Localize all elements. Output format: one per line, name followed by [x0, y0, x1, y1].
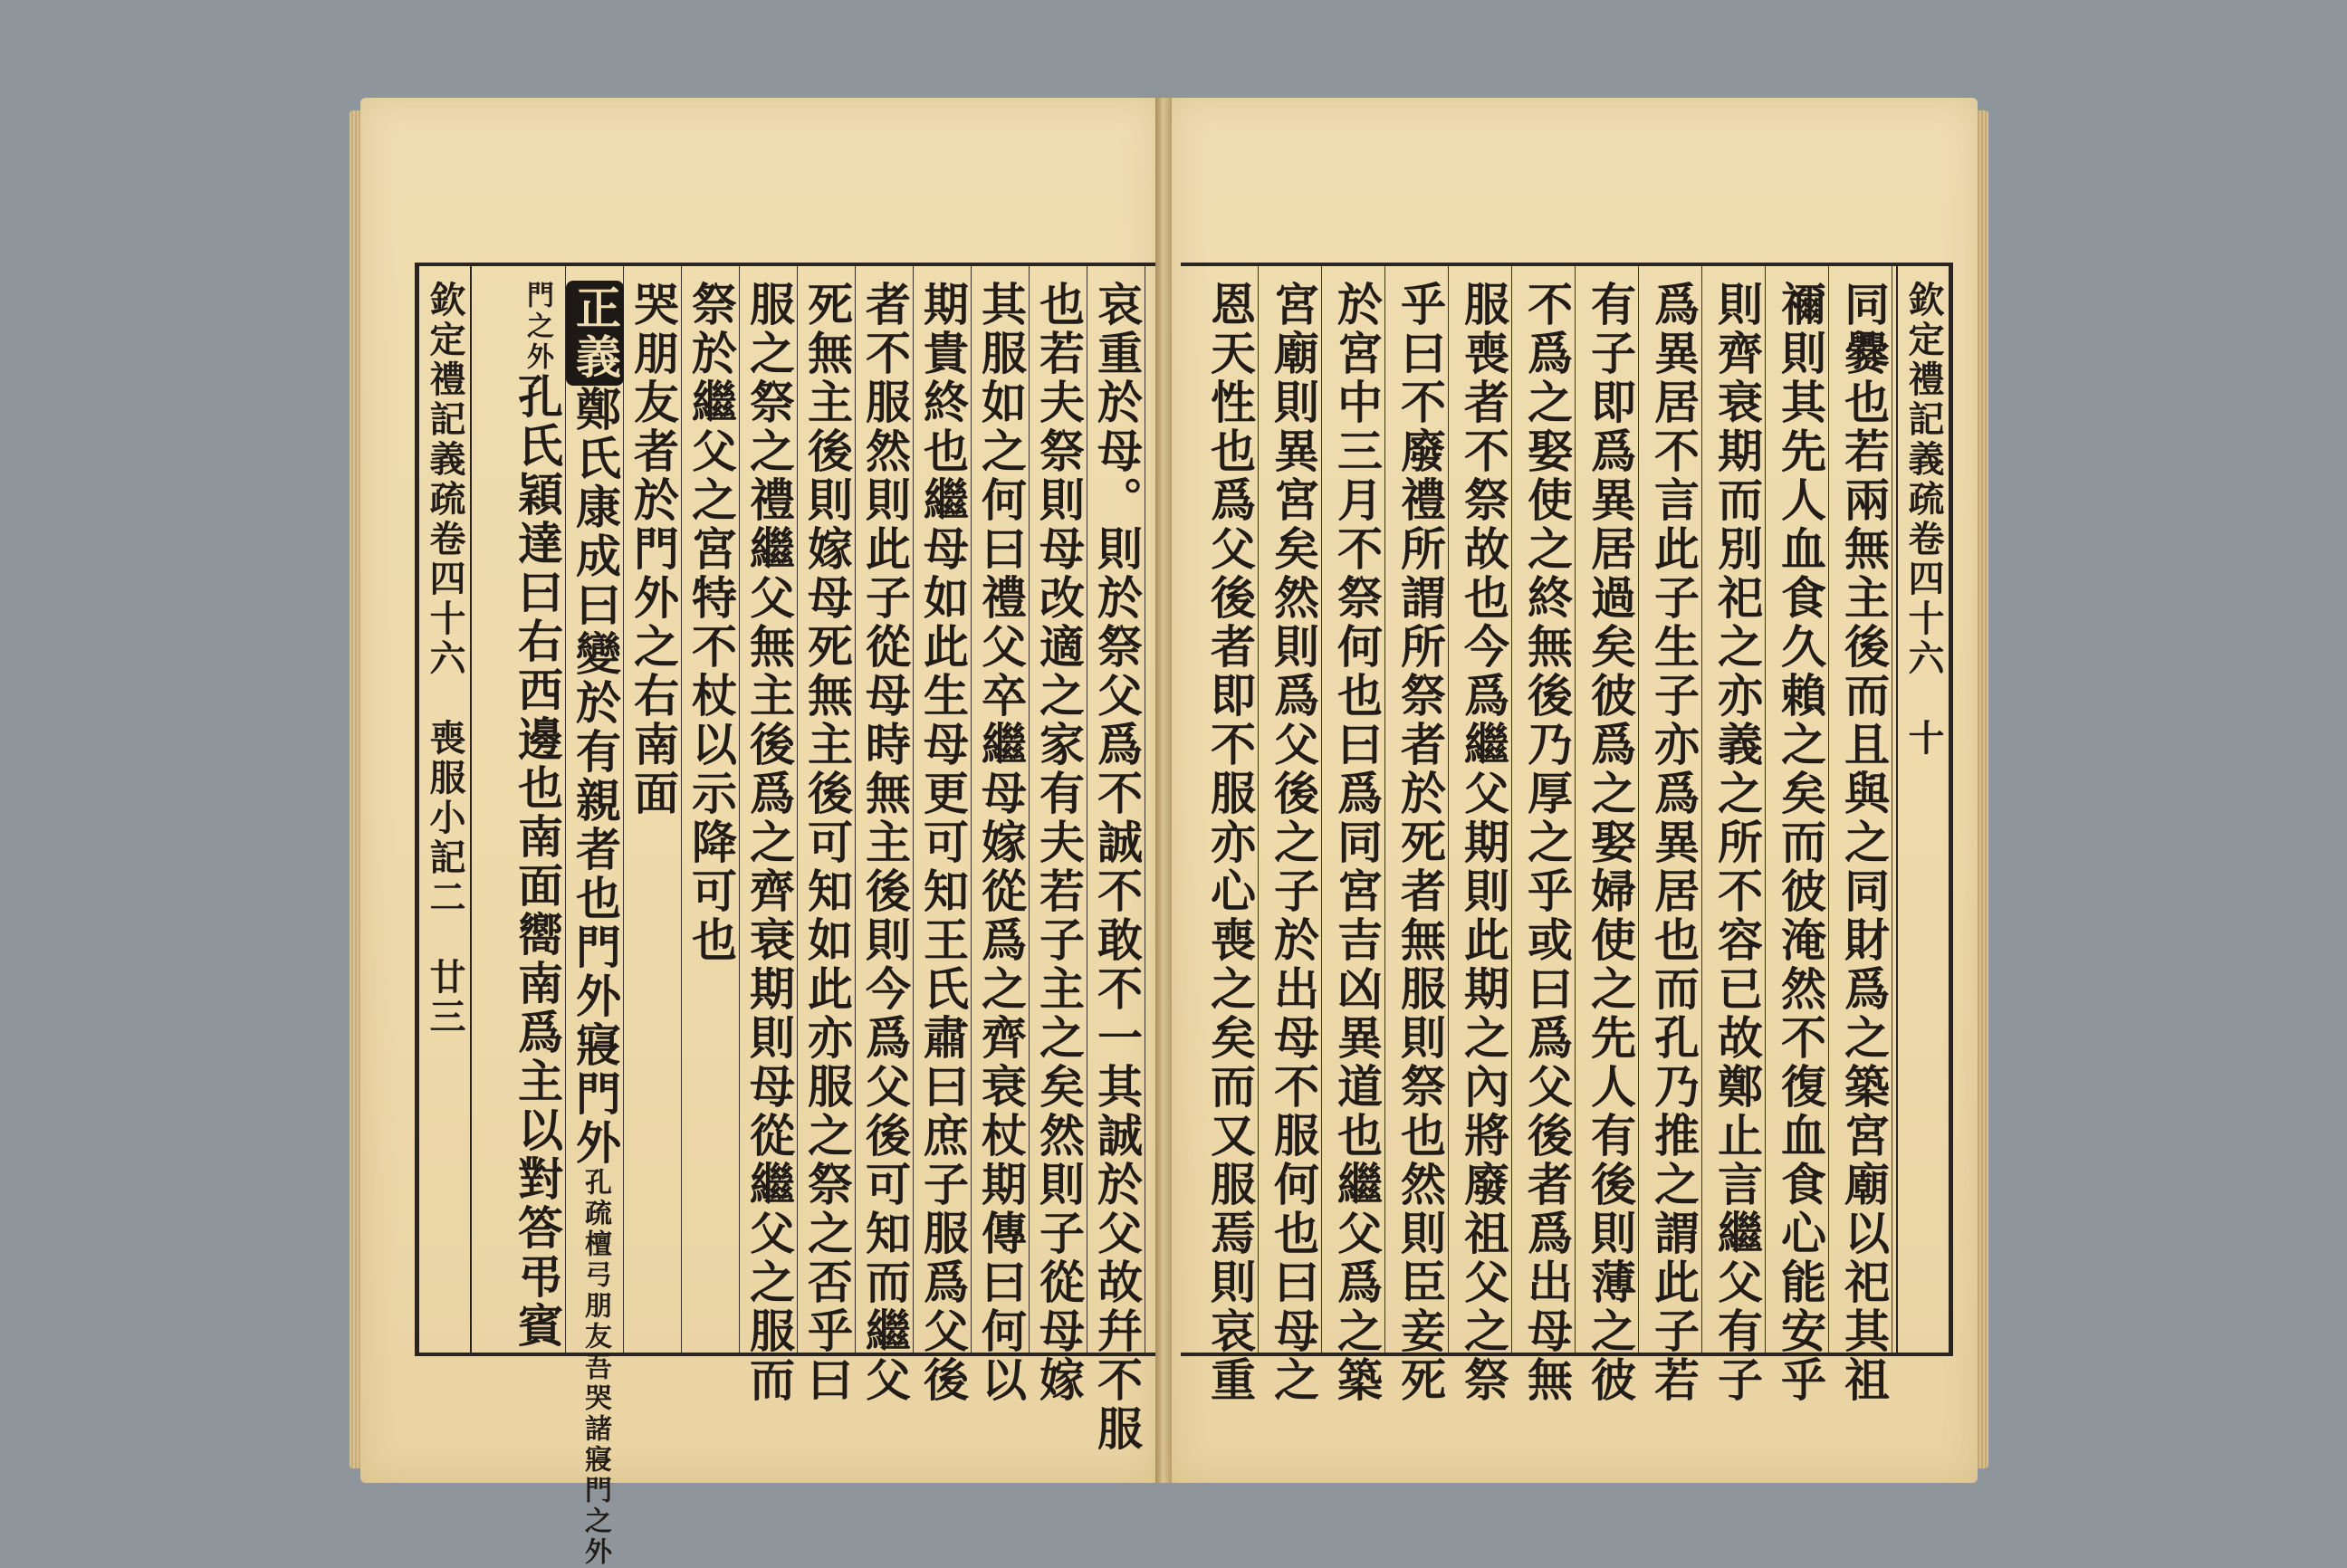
text-column	[1264, 266, 1322, 1405]
text-column	[1518, 266, 1576, 1405]
note-continuation: 門之外	[522, 281, 553, 373]
column-text: 服之祭之禮繼父無主後爲之齊衰期則母從繼父之服而	[742, 281, 796, 1405]
text-column	[682, 266, 740, 1353]
center-book-title: 欽定禮記義疏	[424, 281, 466, 520]
column-text: 死無主後則嫁母死無主後可知如此亦服之祭之否乎曰	[800, 281, 854, 1405]
column-text: 於宮中三月不祭何也曰爲同宮吉凶異道也繼父爲之築	[1330, 281, 1384, 1405]
column-text: 服喪者不祭故也今爲繼父期則此期之內將廢祖父之祭	[1457, 281, 1510, 1405]
open-book	[350, 89, 1988, 1568]
center-leaf-number: 廿三	[424, 958, 466, 1037]
text-column	[624, 266, 682, 1353]
column-text: 禰則其先人血食久賴之矣而彼淹然不復血食心能安乎	[1774, 281, 1827, 1405]
text-column	[508, 266, 566, 1353]
column-text: 哀重於母。則於祭父爲不誠不敢不一其誠於父故幷不服	[1090, 281, 1144, 1454]
text-column	[1454, 266, 1512, 1405]
text-column	[972, 266, 1030, 1405]
text-column	[856, 266, 914, 1405]
commentary-column-text	[566, 281, 624, 1568]
column-text: 者不服然則此子從母時無主後則今爲父後可知而繼父	[858, 281, 912, 1405]
column-text: 祭於繼父之宮特不杖以示降可也	[685, 281, 738, 965]
commentary-text: 鄭氏康成曰變於有親者也門外寢門外	[569, 386, 622, 1168]
center-volume: 卷四十六	[424, 520, 466, 679]
right-page	[1172, 98, 1978, 1483]
column-text: 爲異居不言此子生子亦爲異居也而孔乃推之謂此子若	[1647, 281, 1700, 1405]
left-page-frame	[415, 263, 1160, 1568]
text-column	[1771, 266, 1829, 1405]
text-column	[1087, 266, 1145, 1454]
text-column	[1030, 266, 1087, 1405]
column-text: 恩天性也爲父後者即不服亦心喪之矣而又服焉則哀重	[1203, 281, 1257, 1405]
text-column	[740, 266, 798, 1405]
text-column	[1201, 266, 1259, 1405]
column-text	[508, 281, 566, 1351]
column-text: 其服如之何曰禮父卒繼母嫁從爲之齊衰杖期傳曰何以	[974, 281, 1028, 1405]
text-column	[914, 266, 972, 1405]
text-column	[1327, 266, 1385, 1405]
column-text: 同爨也若兩無主後而且與之同財爲之築宮廟以祀其祖	[1837, 281, 1891, 1405]
column-text: 則齊衰期而別祀之亦義之所不容已故鄭止言繼父有子	[1710, 281, 1764, 1405]
column-text: 也若夫祭則母改適之家有夫若子主之矣然則子從母嫁	[1032, 281, 1086, 1405]
commentary-note: 孔疏檀弓朋友吾哭諸寢門之外	[580, 1168, 611, 1568]
center-book-title: 欽定禮記義疏	[1902, 281, 1945, 520]
zhengyi-seal: 正義	[566, 281, 624, 386]
left-page	[360, 98, 1157, 1568]
column-text: 哭朋友者於門外之右南面	[627, 281, 680, 818]
text-column	[1834, 266, 1892, 1405]
left-center-strip	[417, 266, 472, 1353]
commentary-column	[566, 266, 624, 1568]
column-text: 乎曰不廢禮所謂所祭者於死者無服則祭也然則臣妾死	[1394, 281, 1447, 1405]
text-column	[1581, 266, 1639, 1405]
center-leaf-number: 十	[1902, 719, 1945, 759]
text-column	[1644, 266, 1702, 1405]
right-page-frame	[1181, 263, 1953, 1405]
note-text: 孔氏穎達曰右西邊也南面嚮南爲主以對答弔賓	[511, 373, 564, 1351]
right-center-strip	[1896, 266, 1950, 1353]
text-column	[798, 266, 856, 1405]
column-text: 有子即爲異居過矣彼爲之娶婦使之先人有後則薄之彼	[1584, 281, 1637, 1405]
center-volume: 卷四十六	[1902, 520, 1945, 679]
column-text: 宮廟則異宮矣然則爲父後之子於出母不服何也曰母之	[1267, 281, 1320, 1405]
column-text: 不爲之娶使之終無後乃厚之乎或曰爲父後者爲出母無	[1520, 281, 1574, 1405]
text-column	[1391, 266, 1449, 1405]
column-text: 期貴終也繼母如此生母更可知王氏肅曰庶子服爲父後	[916, 281, 970, 1405]
center-title	[419, 281, 470, 1340]
center-chapter: 喪服小記二	[424, 719, 466, 918]
center-title	[1898, 281, 1949, 1340]
text-column	[1708, 266, 1766, 1405]
